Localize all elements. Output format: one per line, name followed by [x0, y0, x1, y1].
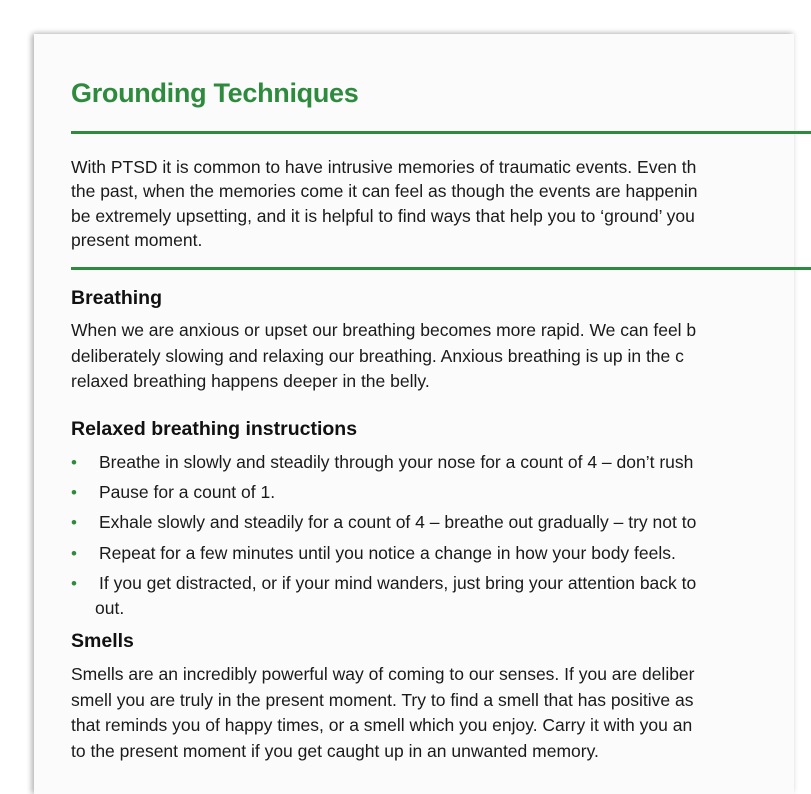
bullet-icon: •	[71, 543, 77, 563]
paragraph-line: smell you are truly in the present moment. Try to find a smell that has positive as	[71, 689, 694, 710]
list-item-text: Exhale slowly and steadily for a count of 4 – breathe out gradually – try not to	[99, 512, 697, 533]
page-title: Grounding Techniques	[71, 78, 359, 108]
intro-line: be extremely upsetting, and it is helpful to find ways that help you to ‘ground’ you	[71, 205, 695, 226]
bullet-icon: •	[71, 513, 77, 533]
breathing-paragraph	[71, 318, 696, 395]
list-item-text: Pause for a count of 1.	[99, 482, 276, 503]
smells-paragraph	[71, 662, 695, 764]
intro-line: the past, when the memories come it can feel as though the events are happenin	[71, 181, 698, 202]
section-heading-relaxed-breathing: Relaxed breathing instructions	[71, 418, 358, 440]
section-heading-smells: Smells	[71, 630, 134, 652]
intro-line: present moment.	[71, 229, 203, 250]
bullet-icon: •	[71, 573, 77, 593]
list-item-text: If you get distracted, or if your mind wanders, just bring your attention back to	[99, 572, 697, 593]
intro-line: With PTSD it is common to have intrusive memories of traumatic events. Even th	[71, 157, 697, 177]
bullet-icon: •	[71, 483, 77, 503]
list-item-continuation: out.	[95, 597, 125, 618]
intro-paragraph	[71, 155, 698, 252]
document-page	[34, 34, 794, 794]
paragraph-line: When we are anxious or upset our breathing becomes more rapid. We can feel b	[71, 320, 697, 340]
paragraph-line: relaxed breathing happens deeper in the belly.	[71, 371, 430, 391]
section-heading-breathing: Breathing	[71, 287, 163, 309]
title-divider	[71, 131, 811, 134]
paragraph-line: that reminds you of happy times, or a smell which you enjoy. Carry it with you an	[71, 715, 693, 735]
intro-divider	[71, 267, 811, 270]
paragraph-line: Smells are an incredibly powerful way of coming to our senses. If you are deliber	[71, 664, 695, 684]
bullet-icon: •	[71, 453, 77, 472]
paragraph-line: to the present moment if you get caught up in an unwanted memory.	[71, 740, 599, 761]
paragraph-line: deliberately slowing and relaxing our breathing. Anxious breathing is up in the c	[71, 345, 684, 366]
list-item-text: Repeat for a few minutes until you notice a change in how your body feels.	[99, 542, 676, 563]
list-item-text: Breathe in slowly and steadily through your nose for a count of 4 – don’t rush	[99, 452, 694, 472]
